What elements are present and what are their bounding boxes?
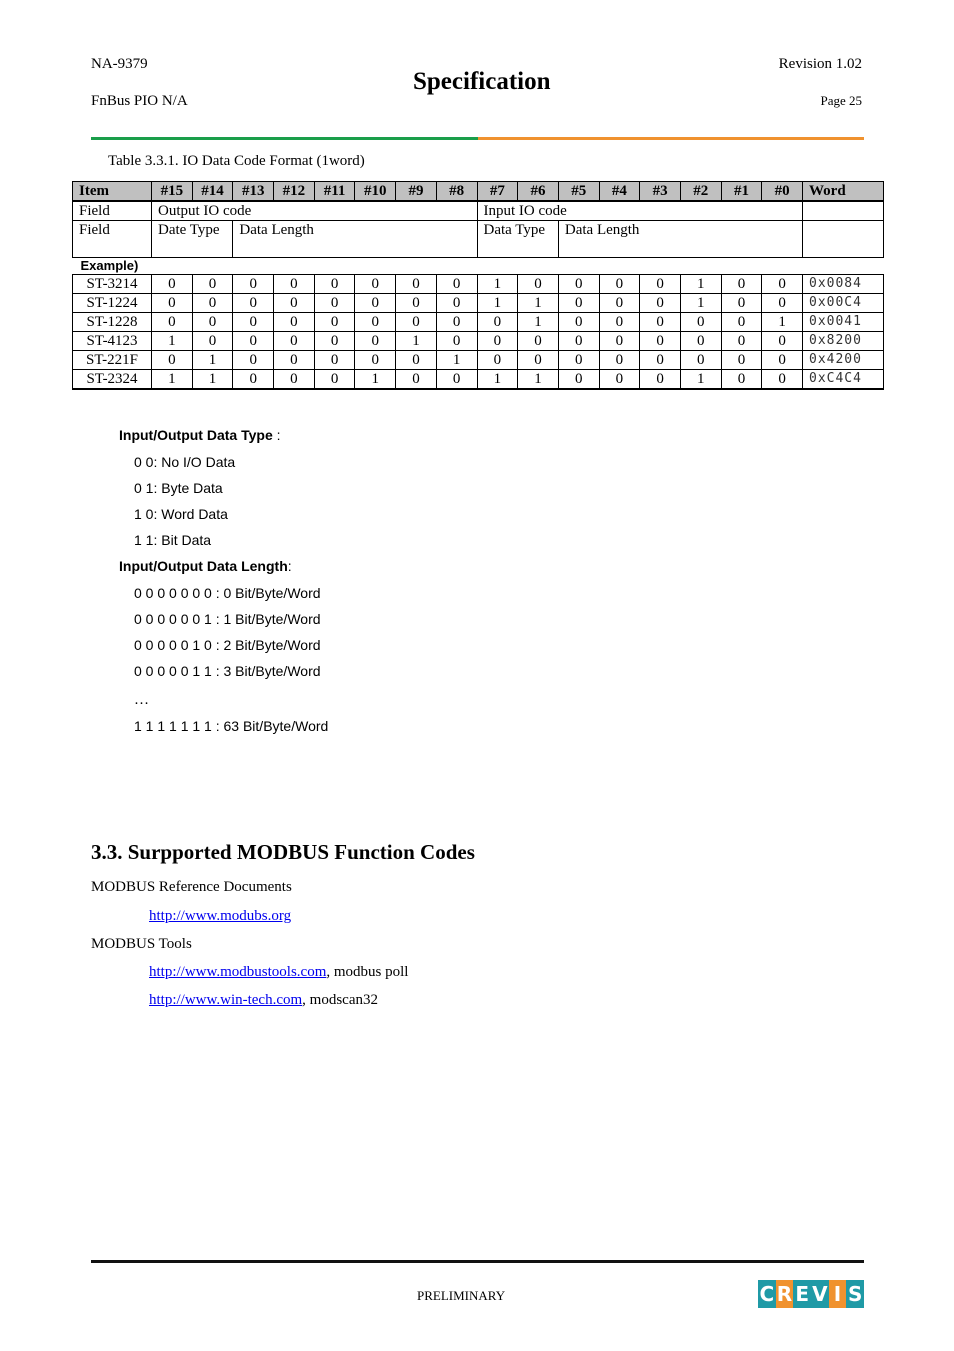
header-bit: #12 (274, 182, 315, 202)
field-row-1 (73, 201, 884, 221)
logo-letter: I (829, 1280, 847, 1308)
bit-cell: 0 (558, 275, 599, 294)
logo-letter: E (795, 1282, 810, 1306)
length-item: 0 0 0 0 0 1 0 : 2 Bit/Byte/Word (134, 637, 321, 653)
bit-cell: 0 (477, 332, 518, 351)
bit-cell: 0 (721, 294, 762, 313)
example-row (73, 294, 884, 313)
bit-cell: 0 (640, 294, 681, 313)
header-bit: #15 (152, 182, 193, 202)
type-heading-title: Input/Output Data Type (119, 427, 273, 443)
bit-cell: 1 (680, 275, 721, 294)
bit-cell: 0 (721, 370, 762, 390)
bit-cell: 1 (477, 294, 518, 313)
bit-cell: 1 (680, 294, 721, 313)
length-heading (119, 558, 292, 574)
header-bit: #0 (762, 182, 803, 202)
word-hex-cell: 0x0041 (803, 313, 884, 332)
bit-cell: 1 (396, 332, 437, 351)
bit-cell: 0 (233, 351, 274, 370)
tool-line-2 (149, 992, 378, 1009)
bit-cell: 0 (274, 275, 315, 294)
length-heading-colon: : (287, 558, 292, 574)
bit-cell: 0 (762, 294, 803, 313)
bit-cell: 1 (152, 370, 193, 390)
bit-cell: 1 (436, 351, 477, 370)
bit-cell: 0 (477, 351, 518, 370)
bit-cell: 0 (518, 332, 559, 351)
bit-cell: 0 (640, 351, 681, 370)
bit-cell: 0 (314, 332, 355, 351)
word-hex-cell: 0x00C4 (803, 294, 884, 313)
bit-cell: 0 (436, 370, 477, 390)
length-item: 0 0 0 0 0 1 1 : 3 Bit/Byte/Word (134, 663, 321, 679)
output-length-cell: Data Length (233, 221, 477, 258)
bit-cell: 0 (233, 275, 274, 294)
header-bit: #14 (192, 182, 233, 202)
bit-cell: 0 (192, 313, 233, 332)
bit-cell: 0 (518, 351, 559, 370)
bit-cell: 0 (721, 275, 762, 294)
bit-cell: 0 (558, 294, 599, 313)
type-heading (119, 427, 281, 443)
bit-cell: 0 (436, 332, 477, 351)
example-row (73, 370, 884, 390)
bit-cell: 1 (477, 275, 518, 294)
example-item: ST-4123 (73, 332, 152, 351)
bit-cell: 1 (477, 370, 518, 390)
bit-cell: 0 (599, 370, 640, 390)
bit-cell: 0 (518, 275, 559, 294)
header-item: Item (73, 182, 152, 202)
page-number: Page 25 (820, 93, 862, 108)
example-item: ST-3214 (73, 275, 152, 294)
logo-letter: V (812, 1282, 828, 1306)
bit-cell: 0 (152, 313, 193, 332)
header-bit: #13 (233, 182, 274, 202)
example-item: ST-221F (73, 351, 152, 370)
footer-status: PRELIMINARY (417, 1288, 506, 1303)
product-name: FnBus PIO N/A (91, 93, 188, 109)
header-bit: #10 (355, 182, 396, 202)
example-item: ST-2324 (73, 370, 152, 390)
type-item: 1 0: Word Data (134, 506, 228, 522)
header-bit: #3 (640, 182, 681, 202)
bit-cell: 0 (274, 332, 315, 351)
doc-id: NA-9379 (91, 56, 148, 72)
bit-cell: 0 (192, 275, 233, 294)
word-hex-cell: 0x0084 (803, 275, 884, 294)
header-bit: #5 (558, 182, 599, 202)
bit-cell: 0 (314, 275, 355, 294)
length-item: 0 0 0 0 0 0 0 : 0 Bit/Byte/Word (134, 585, 321, 601)
example-row (73, 275, 884, 294)
bit-cell: 0 (274, 313, 315, 332)
word-empty-cell (803, 221, 884, 258)
header-bit: #11 (314, 182, 355, 202)
output-io-code-cell: Output IO code (152, 201, 478, 221)
tool-2-suffix: , modscan32 (302, 992, 378, 1008)
bit-cell: 0 (233, 332, 274, 351)
word-hex-cell: 0xC4C4 (803, 370, 884, 390)
bit-cell: 0 (436, 294, 477, 313)
revision: Revision 1.02 (778, 56, 862, 72)
bit-cell: 0 (355, 351, 396, 370)
win-tech-link[interactable]: http://www.win-tech.com (149, 992, 303, 1008)
page-title: Specification (413, 68, 551, 95)
footer-rule (91, 1260, 864, 1263)
bit-cell: 0 (274, 351, 315, 370)
bit-cell: 0 (762, 332, 803, 351)
bit-cell: 0 (396, 275, 437, 294)
bit-cell: 0 (436, 275, 477, 294)
bit-cell: 0 (721, 351, 762, 370)
modbustools-link[interactable]: http://www.modbustools.com (149, 964, 327, 980)
bit-cell: 1 (518, 313, 559, 332)
header-rule (91, 137, 864, 140)
bit-cell: 1 (762, 313, 803, 332)
bit-cell: 0 (558, 370, 599, 390)
field-row-2 (73, 221, 884, 258)
bit-cell: 0 (152, 275, 193, 294)
header-word: Word (803, 182, 884, 202)
logo-letter: C (759, 1282, 775, 1306)
table-caption: Table 3.3.1. IO Data Code Format (1word) (108, 153, 365, 169)
field-label: Field (73, 201, 152, 221)
bit-cell: 0 (599, 294, 640, 313)
bit-cell: 0 (762, 275, 803, 294)
bit-cell: 0 (721, 332, 762, 351)
bit-cell: 0 (762, 351, 803, 370)
header-bit: #8 (436, 182, 477, 202)
example-label: Example) (73, 258, 884, 275)
type-item: 0 0: No I/O Data (134, 454, 236, 470)
bit-cell: 0 (396, 351, 437, 370)
bit-cell: 0 (599, 275, 640, 294)
tool-line-1 (149, 964, 408, 981)
example-row (73, 351, 884, 370)
bit-cell: 0 (152, 351, 193, 370)
type-item: 1 1: Bit Data (134, 532, 212, 548)
type-item: 0 1: Byte Data (134, 480, 223, 496)
bit-cell: 0 (192, 294, 233, 313)
field-label: Field (73, 221, 152, 258)
bit-cell: 1 (192, 370, 233, 390)
example-label-row (73, 258, 884, 275)
bit-cell: 0 (558, 351, 599, 370)
bit-cell: 0 (680, 332, 721, 351)
bit-cell: 0 (762, 370, 803, 390)
example-item: ST-1224 (73, 294, 152, 313)
header-bit: #4 (599, 182, 640, 202)
example-item: ST-1228 (73, 313, 152, 332)
bit-cell: 0 (355, 275, 396, 294)
bit-cell: 0 (680, 351, 721, 370)
bit-cell: 0 (640, 275, 681, 294)
type-heading-colon: : (272, 427, 281, 443)
bit-cell: 0 (640, 370, 681, 390)
bit-cell: 1 (518, 294, 559, 313)
bit-cell: 0 (680, 313, 721, 332)
reference-docs-label: MODBUS Reference Documents (91, 879, 292, 895)
header-bit: #9 (396, 182, 437, 202)
bit-cell: 0 (314, 313, 355, 332)
bit-cell: 0 (233, 370, 274, 390)
reference-link-line (149, 908, 291, 925)
modbus-org-link[interactable]: http://www.modubs.org (149, 908, 292, 924)
tool-1-suffix: , modbus poll (326, 964, 409, 980)
word-hex-cell: 0x4200 (803, 351, 884, 370)
tools-label: MODBUS Tools (91, 936, 192, 952)
bit-cell: 0 (233, 294, 274, 313)
bit-cell: 0 (396, 370, 437, 390)
bit-cell: 0 (640, 313, 681, 332)
header-rule-green (91, 137, 478, 140)
bit-cell: 0 (640, 332, 681, 351)
input-io-code-cell: Input IO code (477, 201, 803, 221)
bit-cell: 0 (396, 294, 437, 313)
ellipsis: … (134, 692, 149, 708)
bit-cell: 0 (721, 313, 762, 332)
bit-cell: 0 (355, 313, 396, 332)
word-hex-cell: 0x8200 (803, 332, 884, 351)
logo-letter: S (847, 1282, 863, 1306)
bit-cell: 0 (558, 332, 599, 351)
output-type-cell: Date Type (152, 221, 233, 258)
bit-cell: 0 (396, 313, 437, 332)
header-bit: #7 (477, 182, 518, 202)
bit-cell: 0 (314, 294, 355, 313)
input-type-cell: Data Type (477, 221, 558, 258)
header-bit: #1 (721, 182, 762, 202)
length-item: 1 1 1 1 1 1 1 : 63 Bit/Byte/Word (134, 718, 329, 734)
bit-cell: 0 (192, 332, 233, 351)
bit-cell: 0 (355, 294, 396, 313)
example-row (73, 313, 884, 332)
header-bit: #2 (680, 182, 721, 202)
logo-letter: R (776, 1282, 793, 1306)
bit-cell: 0 (599, 332, 640, 351)
bit-cell: 0 (274, 294, 315, 313)
bit-cell: 1 (192, 351, 233, 370)
bit-cell: 0 (599, 351, 640, 370)
example-row (73, 332, 884, 351)
bit-cell: 0 (274, 370, 315, 390)
word-empty-cell (803, 201, 884, 221)
length-item: 0 0 0 0 0 0 1 : 1 Bit/Byte/Word (134, 611, 321, 627)
bit-cell: 0 (314, 351, 355, 370)
bit-cell: 0 (314, 370, 355, 390)
input-length-cell: Data Length (558, 221, 802, 258)
table-header-row (73, 182, 884, 202)
bit-cell: 0 (436, 313, 477, 332)
bit-cell: 1 (518, 370, 559, 390)
bit-cell: 0 (152, 294, 193, 313)
bit-cell: 0 (477, 313, 518, 332)
bit-cell: 0 (558, 313, 599, 332)
section-heading: 3.3. Surpported MODBUS Function Codes (91, 840, 475, 864)
header-bit: #6 (518, 182, 559, 202)
length-heading-title: Input/Output Data Length (119, 558, 288, 574)
bit-cell: 0 (355, 332, 396, 351)
bit-cell: 1 (152, 332, 193, 351)
crevis-logo (758, 1280, 864, 1308)
io-data-table (72, 181, 884, 390)
bit-cell: 0 (599, 313, 640, 332)
bit-cell: 0 (233, 313, 274, 332)
bit-cell: 1 (680, 370, 721, 390)
header-rule-orange (478, 137, 864, 140)
bit-cell: 1 (355, 370, 396, 390)
